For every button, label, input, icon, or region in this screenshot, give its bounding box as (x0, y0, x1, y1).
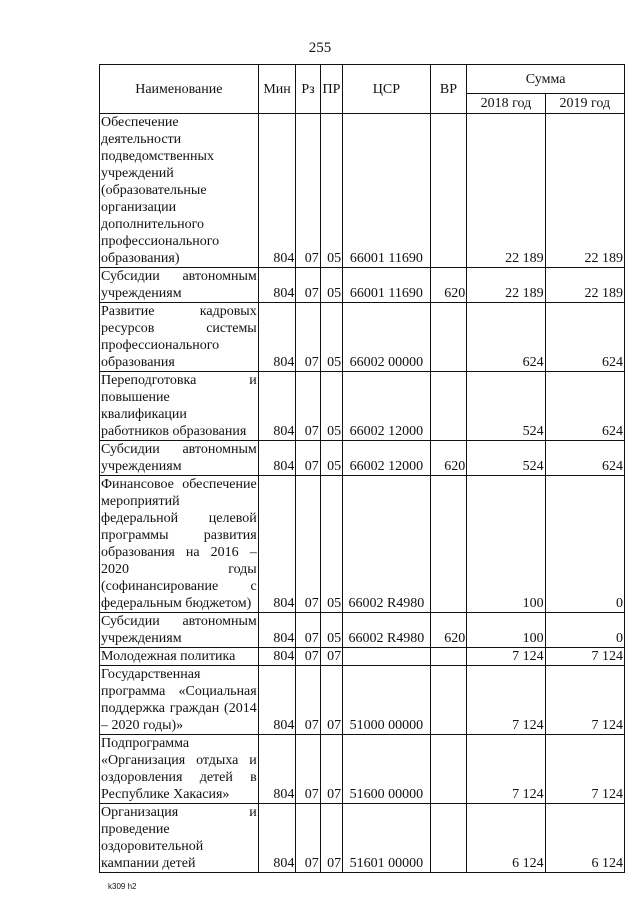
cell-rz: 07 (296, 303, 320, 372)
cell-csr (343, 648, 431, 666)
budget-table (99, 64, 625, 873)
footer-code: k309 h2 (108, 882, 137, 891)
cell-name: Молодежная политика (100, 648, 259, 666)
cell-csr: 51000 00000 (343, 666, 431, 735)
header-year-2019: 2019 год (545, 94, 624, 114)
cell-name: Финансовое обеспечение мероприятий федеральной целевой программы развития образования на 2016 – 2020 годы (софинансирование с федеральным бюджетом) (101, 477, 257, 611)
cell-min: 804 (258, 372, 296, 441)
cell-2019: 22 189 (545, 114, 624, 268)
cell-2018: 100 (467, 476, 545, 613)
cell-min: 804 (258, 613, 296, 648)
cell-vr (430, 476, 467, 613)
cell-name: Развитие кадровых ресурсов системы профессионального образования (101, 304, 257, 370)
table-row (100, 648, 625, 666)
cell-2019: 7 124 (545, 648, 624, 666)
cell-pr: 05 (320, 441, 342, 476)
cell-pr: 05 (320, 372, 342, 441)
cell-rz: 07 (296, 613, 320, 648)
cell-pr: 07 (320, 735, 342, 804)
cell-rz: 07 (296, 735, 320, 804)
cell-name: Обеспечение деятельности подведомственных учреждений (образовательные организации дополнительного профессионального образования) (100, 114, 259, 268)
cell-pr: 05 (320, 303, 342, 372)
cell-2019: 624 (545, 441, 624, 476)
cell-2018: 624 (467, 303, 545, 372)
cell-pr: 07 (320, 648, 342, 666)
table-row (100, 804, 625, 873)
cell-2018: 7 124 (467, 648, 545, 666)
table-row (100, 476, 625, 613)
header-pr: ПР (320, 65, 342, 114)
cell-name: Переподготовка и повышение квалификации работников образования (101, 373, 257, 439)
cell-csr: 66001 11690 (343, 268, 431, 303)
cell-min: 804 (258, 648, 296, 666)
cell-csr: 51600 00000 (343, 735, 431, 804)
table-row (100, 268, 625, 303)
header-sum: Сумма (467, 65, 625, 94)
cell-2018: 22 189 (467, 268, 545, 303)
header-year-2018: 2018 год (467, 94, 545, 114)
header-vr: ВР (430, 65, 467, 114)
cell-pr: 07 (320, 804, 342, 873)
cell-vr (430, 648, 467, 666)
cell-vr (430, 666, 467, 735)
cell-pr: 05 (320, 268, 342, 303)
cell-min: 804 (258, 666, 296, 735)
cell-vr (430, 804, 467, 873)
table-row (100, 303, 625, 372)
cell-pr: 05 (320, 476, 342, 613)
cell-pr: 05 (320, 613, 342, 648)
cell-2018: 6 124 (467, 804, 545, 873)
header-rz: Рз (296, 65, 320, 114)
cell-csr: 66002 R4980 (343, 613, 431, 648)
cell-2019: 624 (545, 372, 624, 441)
cell-min: 804 (258, 441, 296, 476)
cell-2019: 7 124 (545, 735, 624, 804)
cell-rz: 07 (296, 114, 320, 268)
cell-2018: 7 124 (467, 666, 545, 735)
cell-name: Субсидии автономным учреждениям (101, 442, 257, 474)
table-row (100, 613, 625, 648)
cell-csr: 66002 12000 (343, 372, 431, 441)
cell-name: Субсидии автономным учреждениям (101, 269, 257, 301)
cell-2018: 524 (467, 441, 545, 476)
table-row (100, 114, 625, 268)
header-min: Мин (258, 65, 296, 114)
table-row (100, 666, 625, 735)
cell-vr (430, 735, 467, 804)
table-row (100, 441, 625, 476)
cell-name: Субсидии автономным учреждениям (101, 614, 257, 646)
cell-csr: 51601 00000 (343, 804, 431, 873)
cell-pr: 05 (320, 114, 342, 268)
cell-2019: 6 124 (545, 804, 624, 873)
cell-csr: 66002 12000 (343, 441, 431, 476)
cell-rz: 07 (296, 441, 320, 476)
table-body (100, 114, 625, 873)
cell-vr: 620 (430, 268, 467, 303)
cell-2019: 0 (545, 613, 624, 648)
cell-min: 804 (258, 804, 296, 873)
cell-name: Организация и проведение оздоровительной кампании детей (101, 805, 257, 871)
cell-vr: 620 (430, 613, 467, 648)
cell-2019: 22 189 (545, 268, 624, 303)
cell-name: Подпрограмма «Организация отдыха и оздоровления детей в Республике Хакасия» (101, 736, 257, 802)
cell-rz: 07 (296, 268, 320, 303)
cell-vr: 620 (430, 441, 467, 476)
cell-rz: 07 (296, 372, 320, 441)
cell-2019: 0 (545, 476, 624, 613)
cell-min: 804 (258, 268, 296, 303)
cell-2018: 7 124 (467, 735, 545, 804)
cell-2019: 624 (545, 303, 624, 372)
cell-min: 804 (258, 476, 296, 613)
cell-csr: 66002 00000 (343, 303, 431, 372)
cell-vr (430, 303, 467, 372)
cell-vr (430, 372, 467, 441)
cell-rz: 07 (296, 804, 320, 873)
cell-min: 804 (258, 114, 296, 268)
cell-2018: 100 (467, 613, 545, 648)
cell-vr (430, 114, 467, 268)
table-row (100, 372, 625, 441)
cell-min: 804 (258, 735, 296, 804)
cell-min: 804 (258, 303, 296, 372)
cell-2018: 524 (467, 372, 545, 441)
table-row (100, 735, 625, 804)
header-csr: ЦСР (343, 65, 431, 114)
cell-pr: 07 (320, 666, 342, 735)
cell-rz: 07 (296, 476, 320, 613)
cell-2018: 22 189 (467, 114, 545, 268)
cell-csr: 66002 R4980 (343, 476, 431, 613)
cell-csr: 66001 11690 (343, 114, 431, 268)
header-name: Наименование (100, 65, 259, 114)
cell-name: Государственная программа «Социальная поддержка граждан (2014 – 2020 годы)» (101, 667, 257, 733)
cell-rz: 07 (296, 666, 320, 735)
cell-2019: 7 124 (545, 666, 624, 735)
cell-rz: 07 (296, 648, 320, 666)
page-number: 255 (308, 40, 332, 56)
